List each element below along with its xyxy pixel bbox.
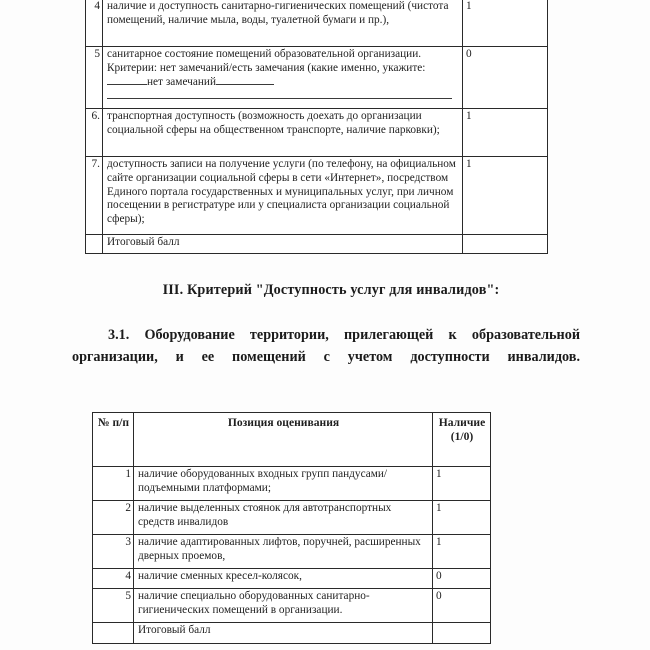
row-number: 4: [86, 0, 103, 47]
row-value: 0: [433, 569, 491, 589]
row-value: 1: [463, 0, 548, 47]
table-row: [93, 467, 491, 501]
heading-section-3-1: 3.1. Оборудование территории, прилегающей к образовательной организации, и ее помещений с учетом доступности инвалидов.: [72, 327, 580, 365]
total-score-label: Итоговый балл: [103, 235, 463, 254]
header-presence: [433, 413, 491, 467]
table-row: [86, 157, 548, 235]
row-position-text: наличие сменных кресел-колясок,: [134, 569, 433, 589]
row-number: 1: [93, 467, 134, 501]
table-accessibility-equipment: [92, 412, 491, 644]
row-position-text: наличие адаптированных лифтов, поручней, расширенных дверных проемов,: [134, 535, 433, 569]
table-row: [93, 535, 491, 569]
row-position-text: наличие специально оборудованных санитарно-гигиенических помещений в организации.: [134, 589, 433, 623]
row-position-text: [103, 47, 463, 109]
header-position: Позиция оценивания: [134, 413, 433, 467]
row-number: [93, 623, 134, 644]
table-row: [86, 109, 548, 157]
row-value: 0: [463, 47, 548, 109]
table-row: [93, 501, 491, 535]
heading-criterion-three: III. Критерий "Доступность услуг для инвалидов":: [162, 282, 500, 298]
row-value: 0: [433, 589, 491, 623]
table-header-row: [93, 413, 491, 467]
table-row: [93, 589, 491, 623]
header-presence-line-2: (1/0): [450, 430, 474, 444]
total-score-label: Итоговый балл: [134, 623, 433, 644]
row-value: 1: [463, 109, 548, 157]
table-row-total: [93, 623, 491, 644]
row-position-text: транспортная доступность (возможность доехать до организации социальной сферы на общественном транспорте, наличие парковки);: [103, 109, 463, 157]
table-row: [93, 569, 491, 589]
fill-blank-after: [216, 84, 274, 85]
table-comfort-criteria: [85, 0, 548, 254]
row-number: 6.: [86, 109, 103, 157]
row-position-text: доступность записи на получение услуги (по телефону, на официальном сайте организации социальной сферы в сети «Интернет», посредством Единого портала государственных и муниципальных услуг, при личном посещении в регистратуре или у специалиста организации социальной сферы);: [103, 157, 463, 235]
row-value: 1: [433, 535, 491, 569]
row-number: 3: [93, 535, 134, 569]
header-presence-line-1: Наличие: [438, 416, 486, 429]
row-position-text: наличие оборудованных входных групп пандусами/ подъемными платформами;: [134, 467, 433, 501]
fill-blank-line: [107, 97, 452, 99]
row-number: 5: [93, 589, 134, 623]
header-number: № п/п: [93, 413, 134, 467]
row-value: 1: [433, 501, 491, 535]
row-value: 1: [433, 467, 491, 501]
row-value: 1: [463, 157, 548, 235]
total-score-value: [463, 235, 548, 254]
row-number: 2: [93, 501, 134, 535]
row-text-part-1: санитарное состояние помещений образовательной организации. Критерии: нет замечаний/есть замечания (какие именно, укажите:: [107, 48, 426, 74]
row-position-text: наличие и доступность санитарно-гигиенических помещений (чистота помещений, наличие мыла, воды, туалетной бумаги и пр.),: [103, 0, 463, 47]
table-row: [86, 0, 548, 47]
row-number: [86, 235, 103, 254]
table-row-total: [86, 235, 548, 254]
row-number: 5: [86, 47, 103, 109]
table-row: [86, 47, 548, 109]
row-number: 4: [93, 569, 134, 589]
fill-blank-before: [107, 84, 147, 85]
row-number: 7.: [86, 157, 103, 235]
total-score-value: [433, 623, 491, 644]
row-position-text: наличие выделенных стоянок для автотранспортных средств инвалидов: [134, 501, 433, 535]
row-text-part-2: нет замечаний: [147, 75, 217, 88]
